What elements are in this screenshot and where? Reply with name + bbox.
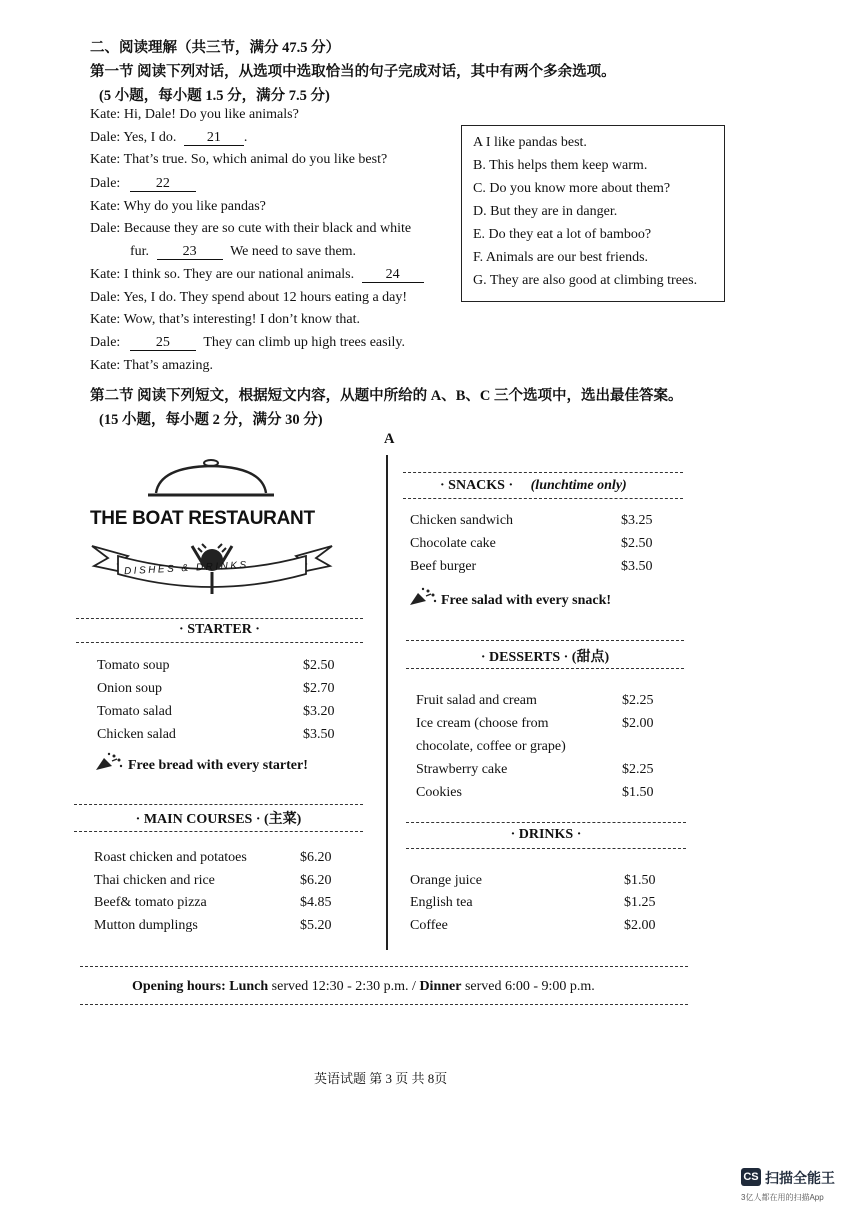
answer-blank-23[interactable]: 23 xyxy=(157,245,223,260)
free-salad-note: Free salad with every snack! xyxy=(441,593,612,608)
divider xyxy=(403,498,683,499)
menu-item-price: $2.00 xyxy=(622,716,654,731)
menu-item-price: $2.70 xyxy=(303,681,335,696)
column-divider xyxy=(386,455,388,950)
restaurant-name: THE BOAT RESTAURANT xyxy=(90,508,315,529)
menu-item-name: Fruit salad and cream xyxy=(416,693,537,708)
menu-item-name: Cookies xyxy=(416,785,462,800)
snacks-title: · SNACKS · (lunchtime only) xyxy=(440,478,627,493)
watermark-app-name: 扫描全能王 xyxy=(765,1170,835,1186)
section1-note: (5 小题，每小题 1.5 分，满分 7.5 分) xyxy=(99,88,330,104)
divider xyxy=(76,618,363,619)
menu-item-name: Roast chicken and potatoes xyxy=(94,850,247,865)
menu-item-name: Ice cream (choose from xyxy=(416,716,549,731)
drinks-title: · DRINKS · xyxy=(510,827,582,842)
answer-blank-25[interactable]: 25 xyxy=(130,336,196,351)
option-e: E. Do they eat a lot of bamboo? xyxy=(473,227,652,242)
menu-item-price: $4.85 xyxy=(300,895,332,910)
menu-item-price: $5.20 xyxy=(300,918,332,933)
menu-item-name: Beef burger xyxy=(410,559,477,574)
dialogue-line: Kate: I think so. They are our national animals. 24 xyxy=(90,267,424,283)
option-b: B. This helps them keep warm. xyxy=(473,158,648,173)
dialogue-line: Dale: Yes, I do. 21 . xyxy=(90,130,248,145)
menu-item-price: $2.50 xyxy=(303,658,335,673)
divider xyxy=(76,642,363,643)
menu-item-name: English tea xyxy=(410,895,473,910)
option-f: F. Animals are our best friends. xyxy=(473,250,649,265)
camscanner-logo-icon: CS xyxy=(741,1168,761,1186)
menu-item-name: Chicken salad xyxy=(97,727,176,742)
menu-item-name: Beef& tomato pizza xyxy=(94,895,207,910)
menu-item-price: $3.50 xyxy=(303,727,335,742)
menu-item-name: Orange juice xyxy=(410,873,482,888)
dialogue-line: Kate: That’s amazing. xyxy=(90,358,213,373)
menu-item-name: Mutton dumplings xyxy=(94,918,198,933)
answer-blank-22[interactable]: 22 xyxy=(130,177,196,192)
menu-item-price: $1.25 xyxy=(624,895,656,910)
menu-item-price: $3.20 xyxy=(303,704,335,719)
answer-blank-21[interactable]: 21 xyxy=(184,131,244,146)
watermark-tagline: 3亿人都在用的扫描App xyxy=(741,1193,824,1202)
main-courses-title: · MAIN COURSES · (主菜) xyxy=(135,812,302,827)
dialogue-line: Dale: 25 They can climb up high trees easily. xyxy=(90,335,405,350)
starter-title: · STARTER · xyxy=(179,622,260,637)
menu-item-name: Tomato salad xyxy=(97,704,172,719)
section1-title: 第一节 阅读下列对话，从选项中选取恰当的句子完成对话，其中有两个多余选项。 xyxy=(90,64,616,80)
menu-item-price: $3.25 xyxy=(621,513,653,528)
divider xyxy=(406,640,684,641)
menu-item-price: $3.50 xyxy=(621,559,653,574)
cloche-icon xyxy=(146,455,276,501)
opening-hours: Opening hours: Lunch served 12:30 - 2:30 p.m. / Dinner served 6:00 - 9:00 p.m. xyxy=(132,979,595,994)
menu-item-name: Onion soup xyxy=(97,681,162,696)
passage-letter: A xyxy=(384,431,395,447)
option-g: G. They are also good at climbing trees. xyxy=(473,273,698,288)
divider xyxy=(406,848,686,849)
dialogue-line: Dale: Yes, I do. They spend about 12 hours eating a day! xyxy=(90,290,408,305)
divider xyxy=(403,472,683,473)
dialogue-line: Kate: Hi, Dale! Do you like animals? xyxy=(90,107,299,122)
menu-item-price: $2.25 xyxy=(622,693,654,708)
menu-item-name: Strawberry cake xyxy=(416,762,508,777)
menu-item-name: Chicken sandwich xyxy=(410,513,514,528)
free-bread-note: Free bread with every starter! xyxy=(128,758,308,773)
party-popper-icon xyxy=(94,752,124,772)
divider xyxy=(74,804,363,805)
dialogue-line: Kate: That’s true. So, which animal do you like best? xyxy=(90,152,388,167)
part-title: 二、阅读理解（共三节，满分 47.5 分） xyxy=(90,40,341,56)
options-box xyxy=(461,125,725,302)
section2-title: 第二节 阅读下列短文，根据短文内容，从题中所给的 A、B、C 三个选项中，选出最佳答案。 xyxy=(90,388,683,404)
page-footer: 英语试题 第 3 页 共 8页 xyxy=(314,1071,448,1086)
answer-blank-24[interactable]: 24 xyxy=(362,268,424,283)
dialogue-line: Dale: Because they are so cute with their black and white xyxy=(90,221,412,236)
menu-item-price: $1.50 xyxy=(622,785,654,800)
menu-item-name: Coffee xyxy=(410,918,448,933)
menu-item-price: $2.00 xyxy=(624,918,656,933)
menu-item-name: chocolate, coffee or grape) xyxy=(416,739,566,754)
menu-item-price: $2.50 xyxy=(621,536,653,551)
divider xyxy=(80,966,688,967)
menu-item-name: Tomato soup xyxy=(97,658,170,673)
option-d: D. But they are in danger. xyxy=(473,204,618,219)
section2-note: (15 小题，每小题 2 分，满分 30 分) xyxy=(99,412,323,428)
divider xyxy=(406,822,686,823)
divider xyxy=(406,668,684,669)
divider xyxy=(74,831,363,832)
menu-item-price: $6.20 xyxy=(300,873,332,888)
divider xyxy=(80,1004,688,1005)
desserts-title: · DESSERTS · (甜点) xyxy=(480,650,610,665)
option-a: A I like pandas best. xyxy=(473,135,587,150)
dialogue-line: fur. 23 We need to save them. xyxy=(130,244,357,259)
menu-item-price: $1.50 xyxy=(624,873,656,888)
option-c: C. Do you know more about them? xyxy=(473,181,671,196)
dialogue-line: Kate: Why do you like pandas? xyxy=(90,199,266,214)
menu-item-price: $6.20 xyxy=(300,850,332,865)
menu-item-price: $2.25 xyxy=(622,762,654,777)
party-popper-icon xyxy=(408,587,438,607)
dialogue-line: Kate: Wow, that’s interesting! I don’t know that. xyxy=(90,312,361,327)
dialogue-line: Dale: 22 xyxy=(90,176,196,192)
menu-item-name: Chocolate cake xyxy=(410,536,496,551)
ribbon-text: DISHES & DRINKS xyxy=(123,559,249,578)
menu-item-name: Thai chicken and rice xyxy=(94,873,215,888)
